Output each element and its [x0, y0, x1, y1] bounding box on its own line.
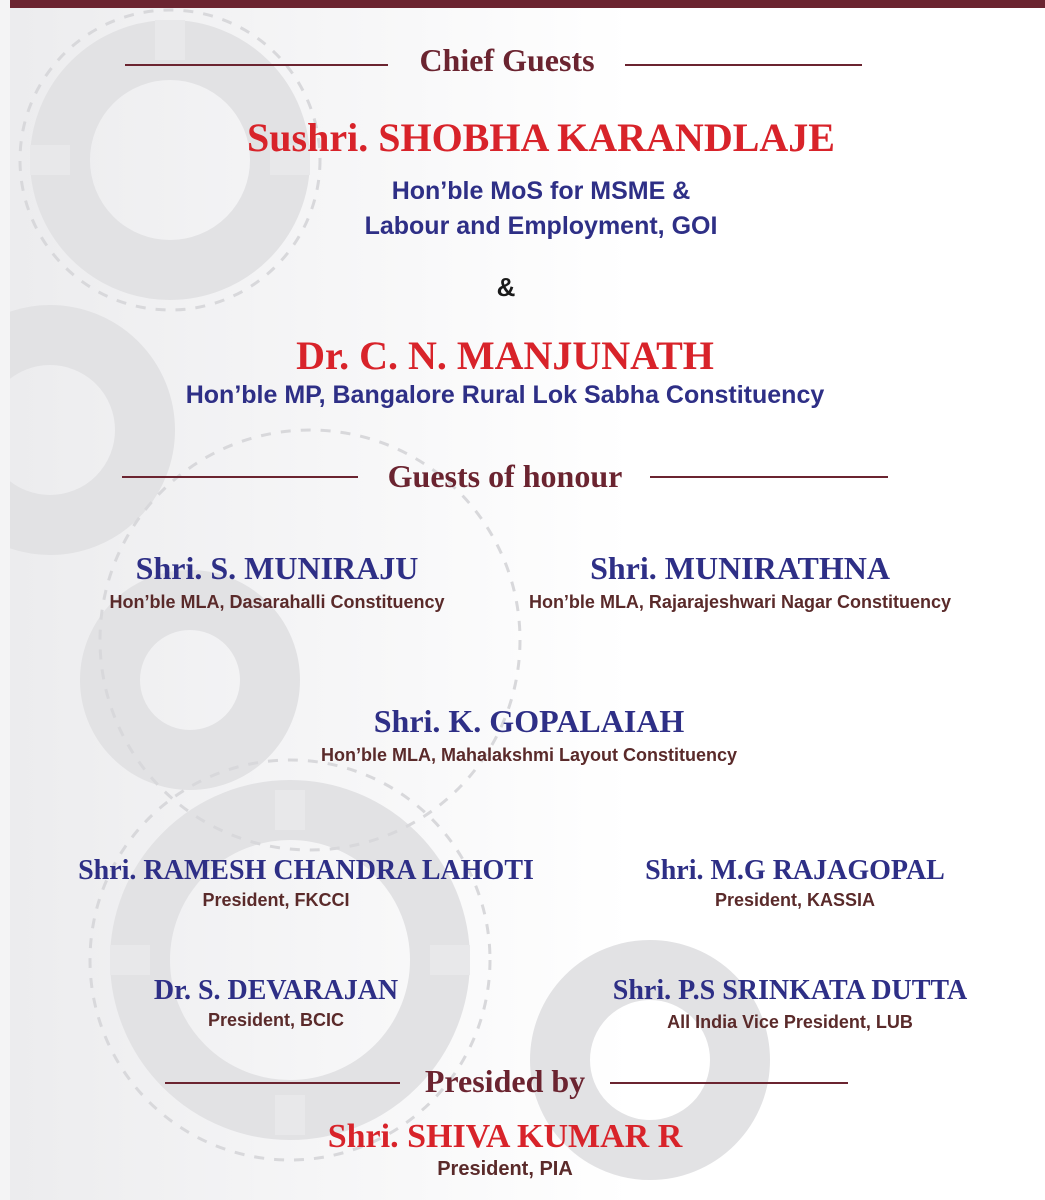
chief-guests-rule-right [625, 64, 862, 66]
guest-name: Shri. MUNIRATHNA [590, 550, 890, 586]
chief-guests-rule-left [125, 64, 388, 66]
guests-of-honour-heading: Guests of honour [387, 458, 623, 494]
guest-title: President, FKCCI [202, 890, 350, 910]
guest-title: President, BCIC [207, 1010, 345, 1030]
chief-guests-heading: Chief Guests [419, 42, 595, 78]
ampersand: & [496, 272, 516, 302]
guest-name: Shri. P.S SRINKATA DUTTA [612, 975, 968, 1006]
chief-guest-1-name: Sushri. SHOBHA KARANDLAJE [247, 115, 835, 160]
guests-honour-rule-right [650, 476, 888, 478]
presided-by-heading: Presided by [424, 1063, 586, 1099]
chief-guest-2-name: Dr. C. N. MANJUNATH [296, 333, 714, 378]
presided-by-name: Shri. SHIVA KUMAR R [327, 1118, 683, 1155]
presided-by-title: President, PIA [437, 1158, 573, 1180]
guest-name: Shri. S. MUNIRAJU [135, 550, 419, 586]
invitation-card [10, 0, 1045, 1200]
guest-title: Hon’ble MLA, Dasarahalli Constituency [109, 592, 445, 612]
presided-rule-left [165, 1082, 400, 1084]
chief-guest-2-title: Hon’ble MP, Bangalore Rural Lok Sabha Constituency [185, 381, 825, 409]
guest-title: President, KASSIA [714, 890, 876, 910]
chief-guest-1-title-line1: Hon’ble MoS for MSME & [391, 177, 691, 205]
guests-honour-rule-left [122, 476, 358, 478]
guest-title: All India Vice President, LUB [667, 1012, 913, 1032]
guest-name: Dr. S. DEVARAJAN [153, 975, 399, 1006]
guest-title: Hon’ble MLA, Rajarajeshwari Nagar Constituency [528, 592, 952, 612]
guest-name: Shri. M.G RAJAGOPAL [645, 855, 945, 886]
presided-rule-right [610, 1082, 848, 1084]
chief-guest-1-title-line2: Labour and Employment, GOI [364, 212, 718, 240]
guest-name: Shri. K. GOPALAIAH [373, 703, 685, 739]
guest-name: Shri. RAMESH CHANDRA LAHOTI [78, 855, 534, 886]
guest-title: Hon’ble MLA, Mahalakshmi Layout Constituency [320, 745, 738, 765]
